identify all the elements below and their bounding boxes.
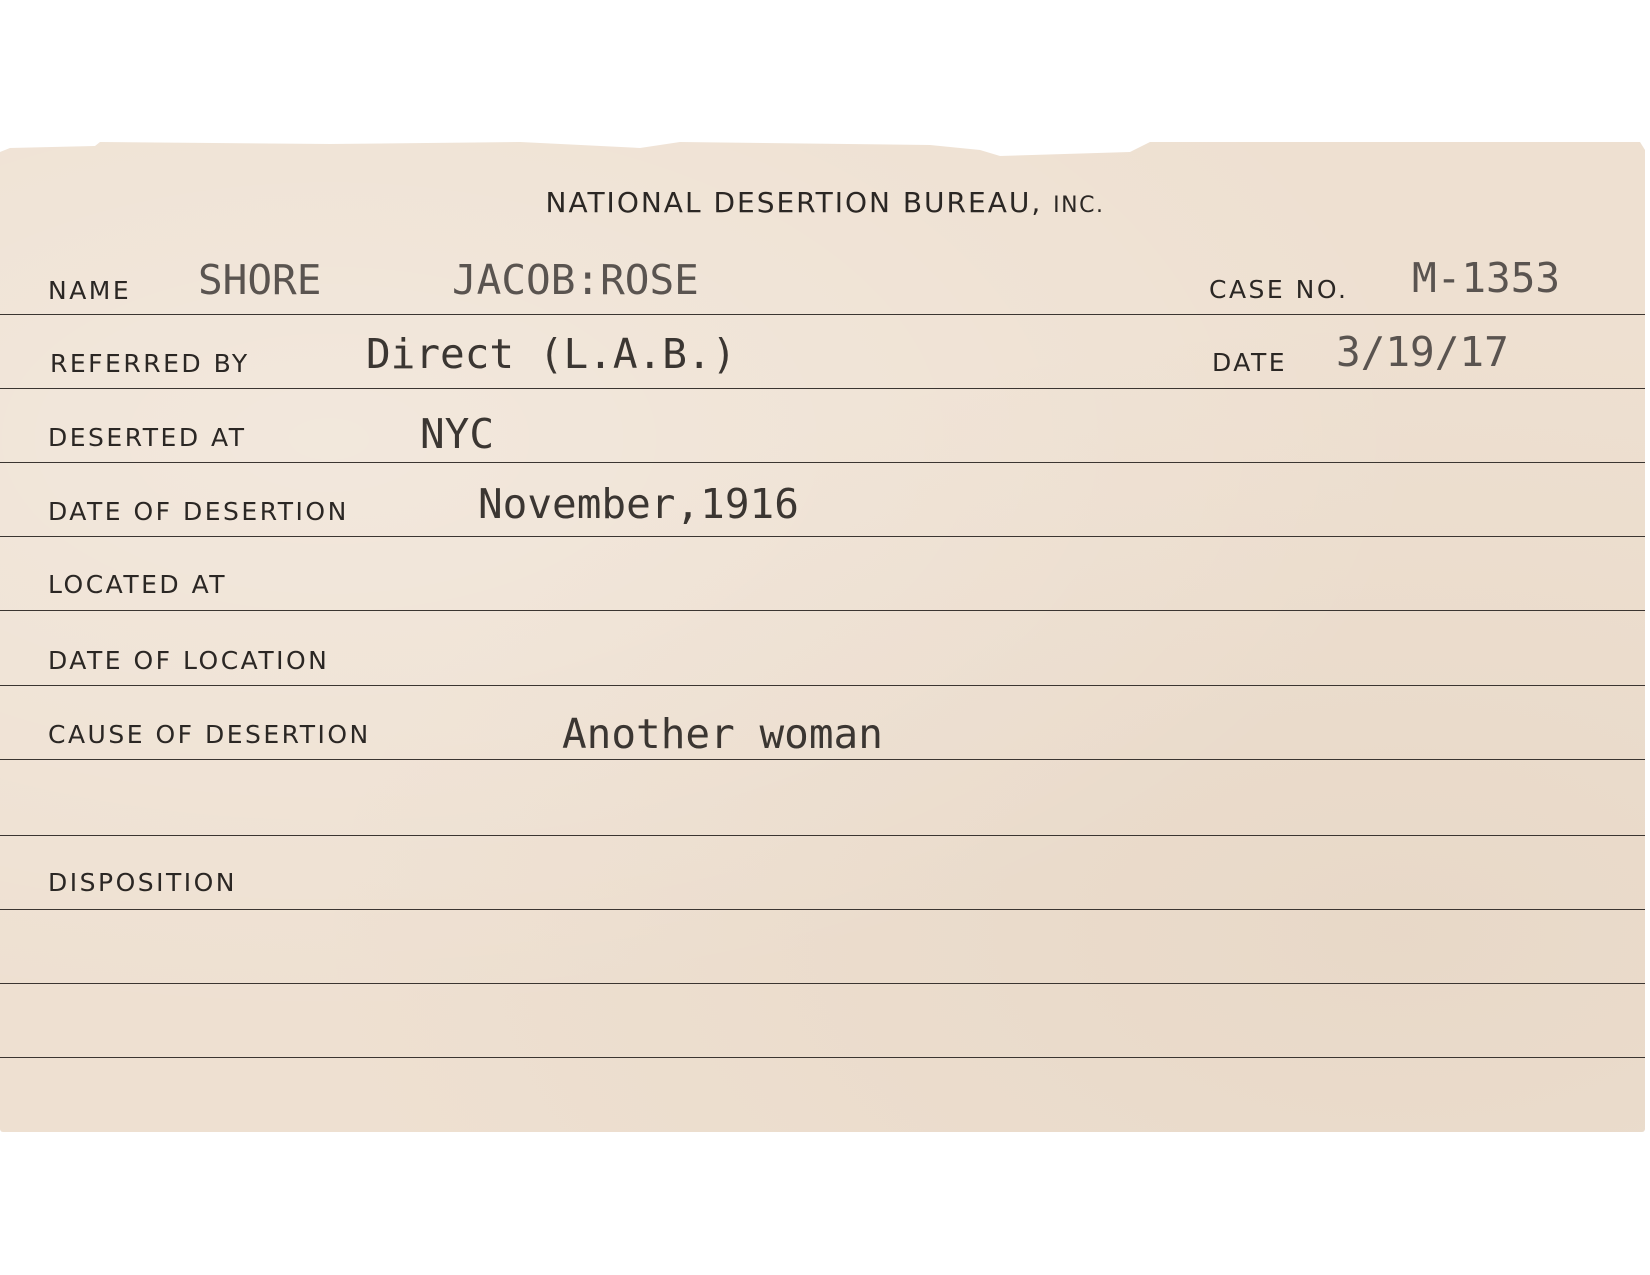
- rule-line: [0, 314, 1645, 315]
- rule-line: [0, 610, 1645, 611]
- rule-line: [0, 1057, 1645, 1058]
- referred-by-value: Direct (L.A.B.): [366, 330, 737, 378]
- case-no-label: CASE NO.: [1209, 275, 1349, 304]
- date-value: 3/19/17: [1336, 328, 1509, 376]
- bureau-suffix: INC.: [1053, 193, 1105, 218]
- date-of-desertion-value: November,1916: [478, 480, 799, 528]
- case-no-value: M-1353: [1412, 254, 1561, 302]
- given-names-value: JACOB:ROSE: [452, 256, 699, 304]
- rule-line: [0, 462, 1645, 463]
- bureau-name: NATIONAL DESERTION BUREAU,: [545, 186, 1043, 219]
- card-title: [0, 186, 1650, 219]
- rule-line: [0, 983, 1645, 984]
- date-of-location-label: DATE OF LOCATION: [48, 646, 330, 675]
- name-label: NAME: [48, 276, 132, 305]
- rule-line: [0, 835, 1645, 836]
- disposition-label: DISPOSITION: [48, 868, 238, 897]
- referred-by-label: REFERRED BY: [50, 349, 250, 378]
- rule-line: [0, 759, 1645, 760]
- date-label: DATE: [1212, 348, 1288, 377]
- deserted-at-value: NYC: [420, 410, 495, 458]
- rule-line: [0, 685, 1645, 686]
- rule-line: [0, 536, 1645, 537]
- cause-of-desertion-label: CAUSE OF DESERTION: [48, 720, 371, 749]
- located-at-label: LOCATED AT: [48, 570, 228, 599]
- deserted-at-label: DESERTED AT: [48, 423, 247, 452]
- rule-line: [0, 388, 1645, 389]
- surname-value: SHORE: [198, 256, 322, 304]
- date-of-desertion-label: DATE OF DESERTION: [48, 497, 349, 526]
- rule-line: [0, 909, 1645, 910]
- cause-of-desertion-value: Another woman: [562, 710, 883, 758]
